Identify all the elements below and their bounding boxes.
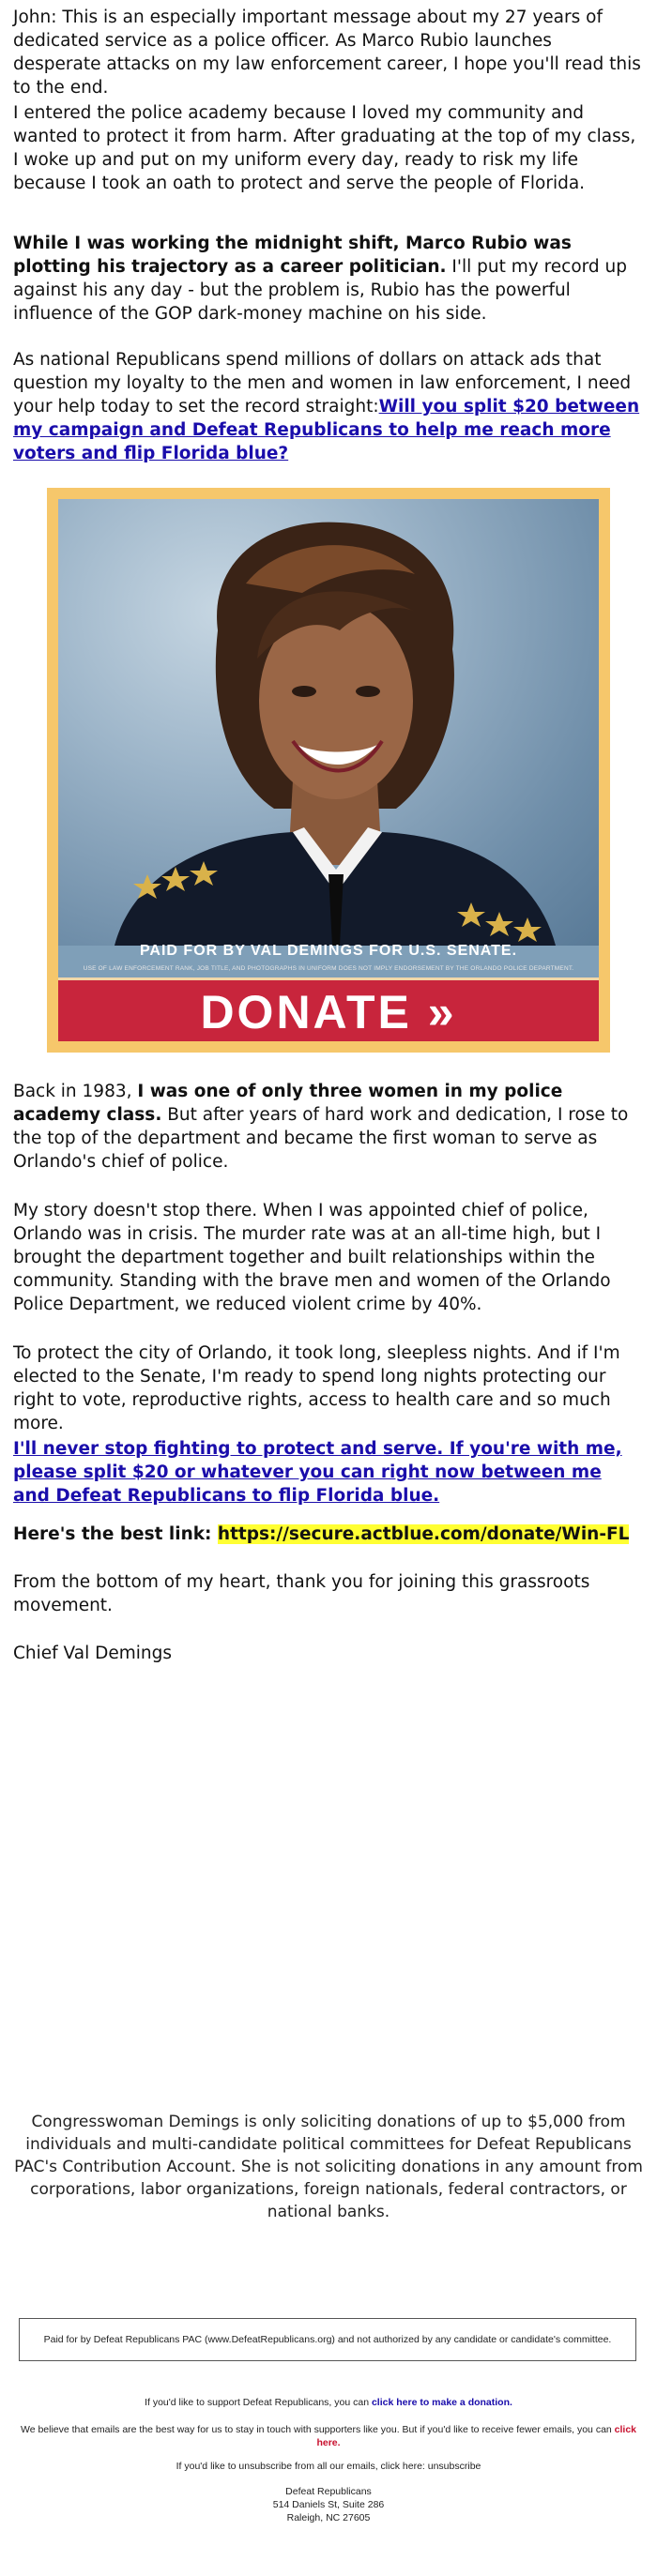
best-link-label: Here's the best link: — [13, 1524, 218, 1544]
never-stop-paragraph — [13, 1437, 644, 1508]
unsubscribe-line — [13, 2460, 644, 2473]
donate-button[interactable]: DONATE » — [58, 977, 599, 1041]
paid-for-caption: PAID FOR BY VAL DEMINGS FOR U.S. SENATE. — [139, 943, 518, 959]
never-stop-donation-link[interactable]: I'll never stop fighting to protect and serve. If you're with me, please split $20 or whatever you can right now between me and Defeat Republicans to flip Florida blue. — [13, 1439, 622, 1506]
academy-class-rest: But after years of hard work and dedication, I rose to the top of the department and became the first woman to serve as Orlando's chief of police. — [13, 1105, 629, 1172]
chief-story-paragraph: My story doesn't stop there. When I was appointed chief of police, Orlando was in crisis. The murder rate was at an all-time high, but I brought the department together and built relationships within the community. Standing with the brave men and women of the Orlando Police Department, we reduced violent crime by 40%. — [13, 1201, 611, 1314]
make-donation-link[interactable]: click here to make a donation. — [371, 2397, 512, 2408]
fewer-emails-text: We believe that emails are the best way for us to stay in touch with supporters like you. But if you'd like to receive fewer emails, you can — [20, 2424, 615, 2435]
midnight-shift-rest: I'll put my record up against his any day - but the problem is, Rubio has the powerful influence of the GOP dark-money machine on his side. — [13, 257, 628, 324]
fewer-emails-line — [13, 2423, 644, 2449]
attack-ads-paragraph — [13, 348, 644, 465]
split-donation-link[interactable]: Will you split $20 between my campaign and Defeat Republicans to help me reach more voters and flip Florida blue? — [13, 397, 640, 463]
compliance-notice: Congresswoman Demings is only soliciting donations of up to $5,000 from individuals and multi-candidate political committees for Defeat Republicans PAC's Contribution Account. She is not soliciting donations in any amount from corporations, labor organizations, foreign nationals, federal contractors, or national banks. — [14, 2113, 643, 2221]
mailing-address — [13, 2485, 644, 2524]
support-text: If you'd like to support Defeat Republicans, you can — [145, 2397, 372, 2408]
attack-ads-text: As national Republicans spend millions of dollars on attack ads that question my loyalty to the men and women in law enforcement, I need your help today to set the record straight: — [13, 350, 632, 417]
best-link-url[interactable]: https://secure.actblue.com/donate/Win-FL — [217, 1524, 630, 1544]
academy-class-start: Back in 1983, — [13, 1082, 138, 1101]
unsubscribe-link[interactable]: unsubscribe — [427, 2461, 481, 2472]
donate-image-card[interactable] — [47, 488, 610, 1053]
signature: Chief Val Demings — [13, 1644, 173, 1663]
candidate-portrait-icon — [58, 499, 599, 946]
uniform-disclaimer: USE OF LAW ENFORCEMENT RANK, JOB TITLE, AND PHOTOGRAPHS IN UNIFORM DOES NOT IMPLY ENDORSEMENT BY THE ORLANDO POLICE DEPARTMENT. — [83, 965, 574, 972]
address-name: Defeat Republicans — [285, 2486, 372, 2497]
academy-class-paragraph — [13, 1080, 644, 1174]
address-city: Raleigh, NC 27605 — [286, 2512, 371, 2523]
midnight-shift-bold: While I was working the midnight shift, Marco Rubio was plotting his trajectory as a career politician. — [13, 234, 572, 277]
support-line — [13, 2396, 644, 2409]
best-link-paragraph — [13, 1523, 644, 1546]
academy-class-bold: I was one of only three women in my police academy class. — [13, 1082, 563, 1125]
fewer-emails-link[interactable]: click here. — [316, 2424, 637, 2448]
academy-paragraph: I entered the police academy because I loved my community and wanted to protect it from harm. After graduating at the top of my class, I woke up and put on my uniform every day, ready to risk my life because I took an oath to protect and serve the people of Florida. — [13, 103, 636, 193]
midnight-shift-paragraph — [13, 232, 644, 326]
intro-paragraph: John: This is an especially important message about my 27 years of dedicated service as a police officer. As Marco Rubio launches desperate attacks on my law enforcement career, I hope you'll read this to the end. — [13, 8, 641, 98]
paid-for-box: Paid for by Defeat Republicans PAC (www.DefeatRepublicans.org) and not authorized by any candidate or candidate's committee. — [19, 2318, 636, 2361]
address-street: 514 Daniels St, Suite 286 — [272, 2499, 385, 2510]
sleepless-nights-paragraph: To protect the city of Orlando, it took long, sleepless nights. And if I'm elected to the Senate, I'm ready to spend long nights protecting our right to vote, reproductive rights, access to health care and so much more. — [13, 1343, 620, 1433]
unsubscribe-text: If you'd like to unsubscribe from all our emails, click here: — [176, 2461, 428, 2472]
campaign-photo[interactable] — [58, 499, 599, 1041]
thank-you-paragraph: From the bottom of my heart, thank you for joining this grassroots movement. — [13, 1572, 590, 1615]
